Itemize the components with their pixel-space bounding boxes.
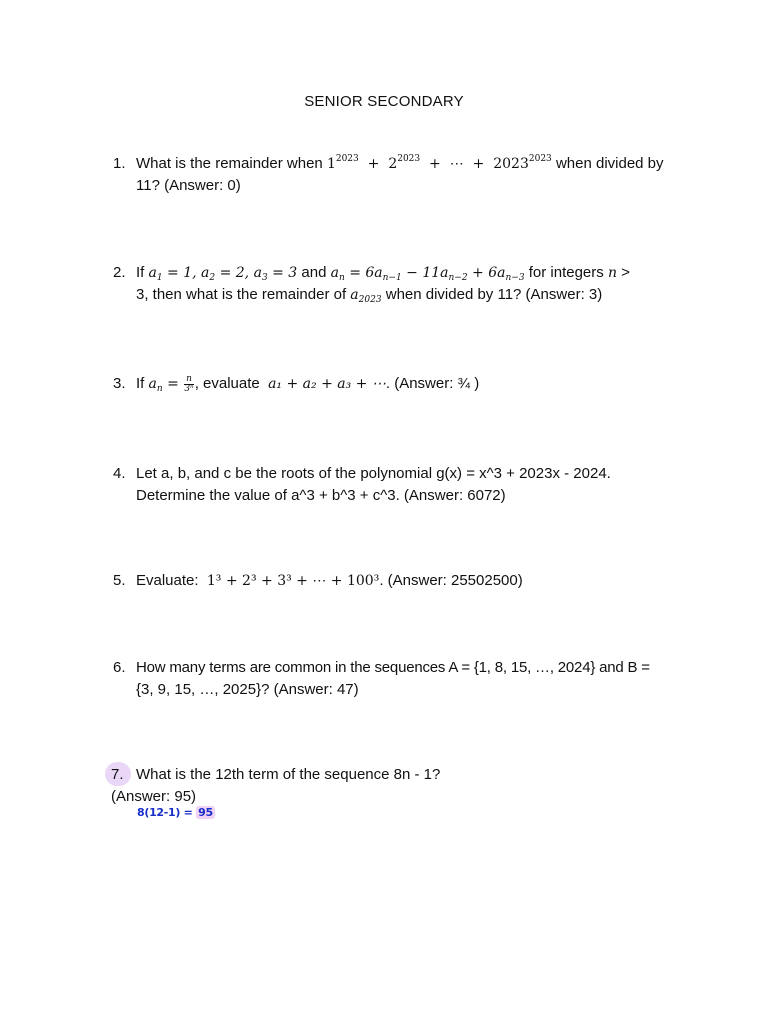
q6-text: How many terms are common in the sequences A = {1, 8, 15, …, 2024} and B =: [136, 659, 650, 676]
q2-text: 3, then what is the remainder of: [136, 286, 347, 303]
q1-expression: $1^{2023} + 2^{2023}$ + ⋯ + $2023^{2023}$: [326, 154, 552, 172]
q3-text: , evaluate: [194, 375, 260, 392]
q5-expression: 1³ + 2³ + 3³ + ⋯ + 100³: [206, 573, 380, 589]
q2-answer-line: when divided by 11? (Answer: 3): [385, 286, 603, 303]
q2-initial-terms: $a_1 = 1$, $a_2 = 2$, $a_3 = 3$: [148, 265, 298, 283]
q2-text: for integers: [528, 264, 604, 281]
q2-text: and: [301, 264, 327, 281]
q3-text: If: [136, 375, 145, 392]
question-number: 6.: [113, 659, 126, 676]
question-5: [113, 570, 683, 592]
q7-text: What is the 12th term of the sequence 8n - 1?: [136, 766, 441, 783]
question-4: [113, 463, 683, 507]
question-7: [113, 764, 683, 808]
question-3: [113, 373, 683, 395]
q6-answer-line: {3, 9, 15, …, 2025}? (Answer: 47): [136, 681, 359, 698]
handwritten-answer: 95: [198, 806, 213, 819]
question-1: [113, 153, 683, 197]
q5-text: Evaluate:: [136, 572, 199, 589]
q3-definition: $a_n$ = $\frac{n}{\text{3ⁿ}}$: [148, 373, 194, 394]
q1-answer-line: 11? (Answer: 0): [136, 177, 241, 194]
q4-answer-line: Determine the value of a^3 + b^3 + c^3. (Answer: 6072): [136, 487, 506, 504]
question-2: 2. If $a_1 = 1$, $a_2 = 2$, $a_3 = 3$ and $a_n = 6a_{n-1} - 11a_{n-2} + 6a_{n-3}$ for integers n > 3, then what is the remainder of $a_{2023}$ when divided by 11? (Answer: 3): [113, 264, 630, 305]
question-6: [113, 657, 683, 701]
handwritten-work: 8(12-1) = 95: [137, 806, 213, 819]
question-number: 7.: [111, 766, 124, 783]
question-number: 5.: [113, 572, 126, 589]
q7-answer-line: (Answer: 95): [111, 788, 197, 805]
question-number: 3.: [113, 375, 126, 392]
q1-text: What is the remainder when: [136, 155, 323, 172]
q2-recurrence: $a_n = 6a_{n-1} - 11a_{n-2} + 6a_{n-3}$: [330, 265, 525, 283]
q2-text: If: [136, 264, 145, 281]
q5-answer: . (Answer: 25502500): [379, 572, 523, 589]
q3-answer: . (Answer: ¾ ): [385, 375, 480, 392]
question-number: 4.: [113, 465, 126, 482]
q1-text-end: when divided by: [555, 155, 664, 172]
q3-sum: a₁ + a₂ + a₃ + ⋯: [268, 376, 386, 392]
q2-target-term: $a_{2023}$: [350, 287, 382, 305]
page-title: SENIOR SECONDARY: [304, 93, 464, 110]
question-number: 2.: [113, 264, 126, 281]
question-number: 1.: [113, 155, 126, 172]
q4-text: Let a, b, and c be the roots of the polynomial g(x) = x^3 + 2023x - 2024.: [136, 465, 611, 482]
